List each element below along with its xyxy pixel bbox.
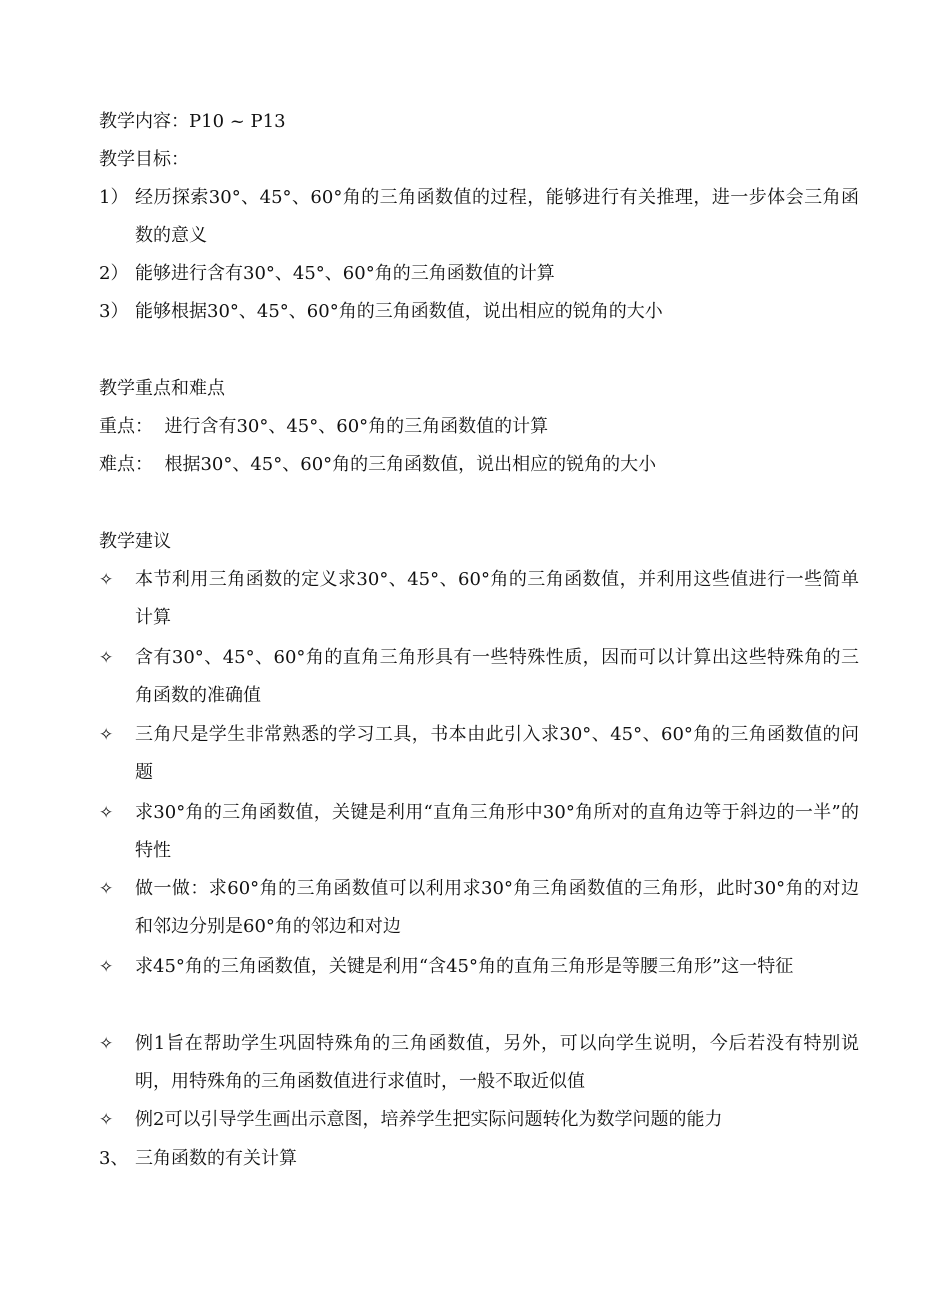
objective-text-2: 能够进行含有30°、45°、60°角的三角函数值的计算 [135, 263, 555, 284]
suggestion-item-3 [99, 716, 859, 792]
objective-text-1: 经历探索30°、45°、60°角的三角函数值的过程，能够进行有关推理，进一步体会三角函数的意义 [135, 187, 859, 246]
suggestion-text-8: 例2可以引导学生画出示意图，培养学生把实际问题转化为数学问题的能力 [135, 1109, 723, 1130]
diamond-bullet-icon: ✧ [99, 648, 114, 668]
suggestion-text-2: 含有30°、45°、60°角的直角三角形具有一些特殊性质，因而可以计算出这些特殊角的三角函数的准确值 [135, 647, 859, 706]
suggestion-text-5: 做一做：求60°角的三角函数值可以利用求30°角三角函数值的三角形，此时30°角的对边和邻边分别是60°角的邻边和对边 [135, 878, 859, 937]
teaching-content-line: 教学内容：P10 ~ P13 [99, 111, 286, 132]
suggestion-text-3: 三角尺是学生非常熟悉的学习工具，书本由此引入求30°、45°、60°角的三角函数值的问题 [135, 724, 859, 783]
suggestion-item-6 [99, 948, 859, 986]
objective-number-2: 2） [99, 263, 129, 284]
suggestion-item-1 [99, 561, 859, 637]
suggestion-text-1: 本节利用三角函数的定义求30°、45°、60°角的三角函数值，并利用这些值进行一些简单计算 [135, 569, 859, 628]
objective-number-3: 3） [99, 301, 129, 322]
diamond-bullet-icon: ✧ [99, 570, 114, 590]
suggestion-text-4: 求30°角的三角函数值，关键是利用“直角三角形中30°角所对的直角边等于斜边的一半”的特性 [135, 802, 859, 861]
objective-item-2 [99, 255, 859, 293]
objective-item-3 [99, 293, 859, 331]
next-section-heading [99, 1140, 859, 1178]
next-section-number: 3、 [99, 1148, 129, 1169]
suggestion-item-7 [99, 1025, 859, 1101]
suggestion-text-6: 求45°角的三角函数值，关键是利用“含45°角的直角三角形是等腰三角形”这一特征 [135, 956, 794, 977]
suggestions-heading: 教学建议 [99, 531, 171, 552]
suggestion-item-2 [99, 639, 859, 715]
difficulty-line: 难点： 根据30°、45°、60°角的三角函数值，说出相应的锐角的大小 [99, 454, 657, 475]
objective-number-1: 1） [99, 187, 129, 208]
suggestion-item-8 [99, 1101, 859, 1139]
objectives-heading: 教学目标： [99, 149, 189, 170]
suggestion-item-4 [99, 794, 859, 870]
diamond-bullet-icon: ✧ [99, 803, 114, 823]
next-section-title: 三角函数的有关计算 [135, 1148, 297, 1169]
diamond-bullet-icon: ✧ [99, 725, 114, 745]
objective-text-3: 能够根据30°、45°、60°角的三角函数值，说出相应的锐角的大小 [135, 301, 663, 322]
diamond-bullet-icon: ✧ [99, 1034, 114, 1054]
key-points-heading: 教学重点和难点 [99, 378, 225, 399]
diamond-bullet-icon: ✧ [99, 879, 114, 899]
suggestion-item-5 [99, 870, 859, 946]
diamond-bullet-icon: ✧ [99, 1110, 114, 1130]
diamond-bullet-icon: ✧ [99, 957, 114, 977]
objective-item-1 [99, 179, 859, 255]
suggestion-text-7: 例1旨在帮助学生巩固特殊角的三角函数值，另外，可以向学生说明，今后若没有特别说明，用特殊角的三角函数值进行求值时，一般不取近似值 [135, 1033, 859, 1092]
focus-line: 重点： 进行含有30°、45°、60°角的三角函数值的计算 [99, 416, 549, 437]
